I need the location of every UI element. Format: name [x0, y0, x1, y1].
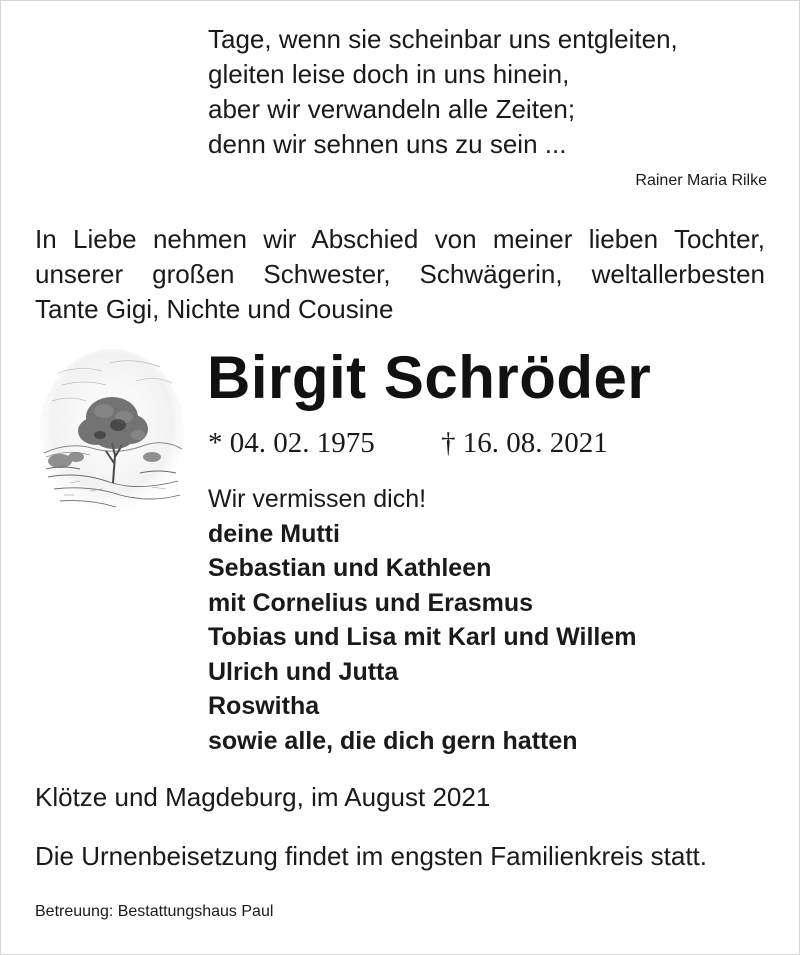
mourner-name: deine Mutti — [208, 519, 340, 548]
place-date: Klötze und Magdeburg, im August 2021 — [35, 782, 491, 812]
poem-author: Rainer Maria Rilke — [635, 172, 767, 189]
poem-line: denn wir sehnen uns zu sein ... — [208, 129, 567, 159]
death-date: † 16. 08. 2021 — [441, 427, 608, 459]
funeral-note: Die Urnenbeisetzung findet im engsten Familienkreis statt. — [35, 841, 707, 871]
mourner-name: sowie alle, die dich gern hatten — [208, 726, 578, 755]
mourner-name: Roswitha — [208, 692, 320, 720]
intro-line: Tante Gigi, Nichte und Cousine — [35, 294, 394, 324]
birth-date: * 04. 02. 1975 — [208, 427, 375, 459]
intro-paragraph — [35, 222, 765, 327]
deceased-name: Birgit Schröder — [207, 344, 652, 411]
life-dates — [208, 425, 608, 461]
poem-line: Tage, wenn sie scheinbar uns entgleiten, — [208, 24, 678, 54]
mourners-list — [208, 482, 637, 758]
intro-line: unserer großen Schwester, Schwägerin, weltallerbesten — [35, 259, 765, 289]
mourner-name: mit Cornelius und Erasmus — [208, 588, 534, 617]
poem-line: aber wir verwandeln alle Zeiten; — [208, 94, 576, 124]
mourner-name: Tobias und Lisa mit Karl und Willem — [208, 623, 637, 651]
mourner-name: Ulrich und Jutta — [208, 657, 399, 686]
mourner-name: Sebastian und Kathleen — [208, 554, 492, 582]
mourners-intro: Wir vermissen dich! — [208, 485, 427, 513]
funeral-home-credit: Betreuung: Bestattungshaus Paul — [35, 903, 274, 920]
intro-line: In Liebe nehmen wir Abschied von meiner lieben Tochter, — [35, 224, 765, 254]
poem — [208, 22, 768, 162]
poem-line: gleiten leise doch in uns hinein, — [208, 59, 570, 89]
tree-landscape-icon — [40, 345, 185, 517]
